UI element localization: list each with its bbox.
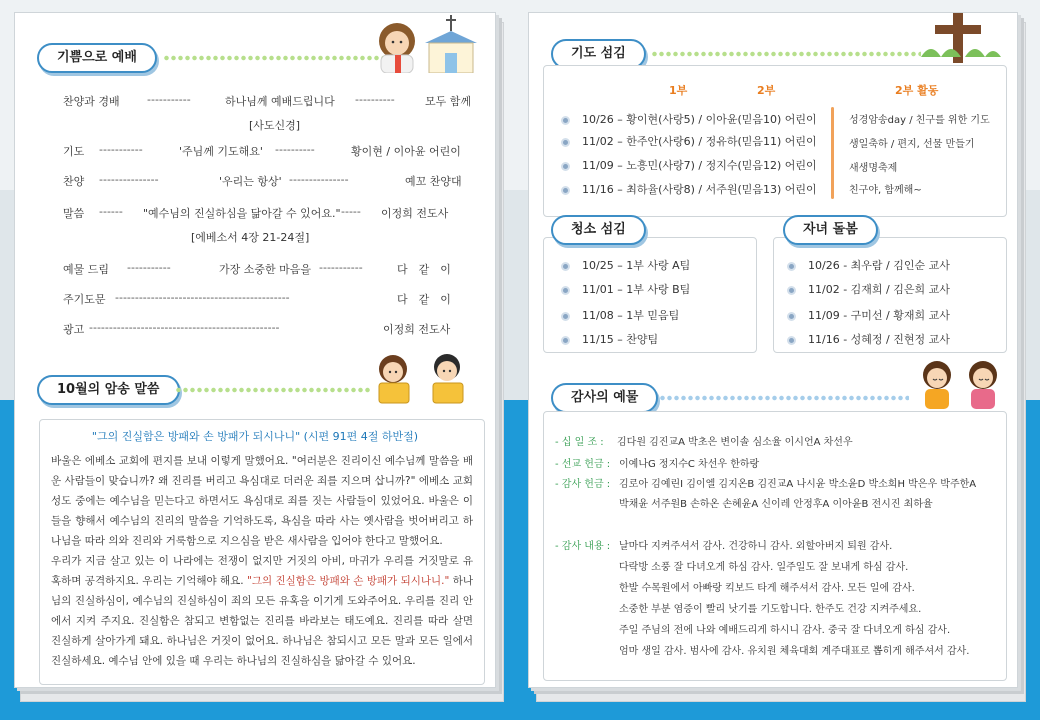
prayer-col-2: 2부: [757, 84, 776, 97]
order-row-praise: [63, 93, 471, 109]
activity-item: 성경암송day / 친구를 위한 기도: [849, 115, 990, 126]
cleaning-row: [561, 307, 679, 323]
activity-item: 친구야, 함께해~: [849, 185, 922, 196]
order-row-announcements: [63, 321, 471, 337]
cleaning-title: 청소 섬김: [551, 215, 646, 245]
parent-row: [787, 257, 950, 273]
order-dashes: ------: [99, 205, 123, 218]
verse-paragraph-2b: 하나님의 진실하심이, 예수님의 진실하심이 죄의 모든 유혹을 이기게 도와주어요. 우리를 진리 안에서 지켜 주지요. 진실함은 참되고 변함없는 진리를 바라보는 태도예요. 진리를 따라 살면 진실하게 살아가게 돼요. 하나님은 거짓이 없어요. 하나님은 참되시고 모든 말과 모든 일에서 진실하세요. 예수님 안에 있을 때 우리는 하나님의 진실하심을 닮아갈 수 있어요.: [51, 575, 473, 667]
order-dashes: ----------: [275, 143, 315, 156]
order-label: 주기도문: [63, 293, 106, 306]
prayer-row: [561, 111, 817, 127]
thanks-content: 주일 주님의 전에 나와 예배드리게 하시니 감사. 중국 잘 다녀오게 하심 감사.: [619, 625, 951, 636]
bullet-icon: [561, 116, 570, 125]
order-row-lords-prayer: [63, 291, 471, 307]
prayer-col-3: 2부 활동: [895, 84, 939, 97]
order-label: 찬양: [63, 175, 85, 188]
bullet-icon: [787, 262, 796, 271]
memory-verse-body: [51, 451, 473, 671]
thanks-content: 소중한 부분 염증이 빨리 낫기를 기도합니다. 한주도 건강 지켜주세요.: [619, 604, 922, 615]
memory-verse-title: 10월의 암송 말씀: [37, 375, 180, 405]
order-dashes: -----------: [319, 261, 363, 274]
parent-row-text: 11/16 - 성혜정 / 진현정 교사: [808, 333, 950, 346]
order-who: 이정희 전도사: [383, 323, 451, 336]
cleaning-row: [561, 257, 690, 273]
order-dashes: ---------------: [289, 173, 349, 186]
bullet-icon: [561, 286, 570, 295]
parent-title: 자녀 돌봄: [783, 215, 878, 245]
bullet-icon: [561, 336, 570, 345]
order-dashes: -----------: [147, 93, 191, 106]
creed-label: [사도신경]: [249, 119, 301, 132]
activity-item: 생일축하 / 편지, 선물 만들기: [849, 139, 975, 150]
parent-row-text: 11/09 - 구미선 / 황재희 교사: [808, 309, 950, 322]
thanks-content: 한발 수목원에서 아빠랑 킥보드 타게 해주셔서 감사. 모든 일에 감사.: [619, 583, 915, 594]
order-dashes: ------------------------------------------------: [89, 321, 280, 334]
jesus-church-illustration: [367, 13, 495, 73]
thanks-content: 날마다 지켜주셔서 감사. 건강하니 감사. 외할아버지 퇴원 감사.: [619, 541, 893, 552]
order-content: "예수님의 진실하심을 닮아갈 수 있어요.": [143, 207, 341, 220]
order-who: 예꼬 찬양대: [405, 175, 462, 188]
bullet-icon: [561, 138, 570, 147]
parent-row: [787, 307, 950, 323]
order-content: 가장 소중한 마음을: [219, 263, 312, 276]
thanks-content: 다락방 소풍 잘 다녀오게 하심 감사. 일주일도 잘 보내게 하심 감사.: [619, 562, 909, 573]
order-content: '우리는 항상': [219, 175, 282, 188]
bullet-icon: [787, 286, 796, 295]
mission-label: - 선교 헌금 :: [555, 459, 611, 470]
prayer-row-text: 11/02 – 한주안(사랑6) / 정유하(믿음11) 어린이: [582, 135, 817, 148]
order-label: 광고: [63, 323, 85, 336]
prayer-row-text: 11/09 – 노흥민(사랑7) / 정지수(믿음12) 어린이: [582, 159, 817, 172]
cleaning-row-text: 11/08 – 1부 믿음팀: [582, 309, 680, 322]
parent-row-text: 10/26 - 최우람 / 김인순 교사: [808, 259, 950, 272]
cleaning-row: [561, 281, 690, 297]
prayer-title: 기도 섬김: [551, 39, 646, 69]
praying-kids-illustration: [913, 353, 1009, 409]
order-dashes: ---------------: [99, 173, 159, 186]
order-row-offering: [63, 261, 471, 277]
right-page: [528, 12, 1018, 688]
verse-highlight: "그의 진실함은 방패와 손 방패가 되시나니.": [247, 575, 450, 587]
order-who: 이정희 전도사: [381, 207, 449, 220]
order-dashes: -----: [341, 205, 361, 218]
thanks-label: - 감사 헌금 :: [555, 479, 611, 490]
cleaning-row: [561, 331, 658, 347]
order-dashes: -----------: [127, 261, 171, 274]
prayer-row: [561, 181, 817, 197]
prayer-row: [561, 133, 817, 149]
prayer-col-1: 1부: [669, 84, 688, 97]
order-content: '주님께 기도해요': [179, 145, 263, 158]
verse-paragraph-1: 바울은 에베소 교회에 편지를 보내 이렇게 말했어요. "여러분은 진리이신 예수님께 말씀을 배운 사람들이 맞습니까? 왜 진리를 버리고 욕심대로 더러운 죄를 지으며 삽니까?" 에베소 교회 성도 중에는 예수님을 믿는다고 하면서도 욕심대로 죄를 짓는 사람들이 있었어요. 바울은 이들을 향해서 예수님의 진리의 말씀을 기억하도록, 욕심을 따라 사는 옛사람을 벗어버리고 하나님을 따라 의와 진리와 거룩함으로 지으심을 받은 새사람을 입어야 한다고 말했어요.: [51, 455, 473, 547]
order-row-prayer: [63, 143, 471, 159]
kids-reading-illustration: [367, 345, 483, 405]
tithe-names: 김다원 김진교A 박초은 변이솔 심소율 이시언A 차선우: [617, 437, 853, 448]
prayer-row-text: 10/26 – 황이현(사랑5) / 이아윤(믿음10) 어린이: [582, 113, 817, 126]
bullet-icon: [561, 262, 570, 271]
bullet-icon: [561, 186, 570, 195]
order-dashes: -----------: [99, 143, 143, 156]
bullet-icon: [561, 162, 570, 171]
order-row-hymn: [63, 173, 471, 189]
order-who: 황이현 / 이아윤 어린이: [351, 145, 461, 158]
order-who: 다 같 이: [397, 293, 451, 306]
thanks-names-2: 박채윤 서주원B 손하온 손혜윤A 신이레 안정후A 이아윤B 전시진 최하율: [619, 499, 933, 510]
content-label: - 감사 내용 :: [555, 541, 611, 552]
bullet-icon: [787, 312, 796, 321]
bullet-icon: [561, 312, 570, 321]
cross-icon: [921, 13, 1001, 63]
thanks-content: 엄마 생일 감사. 범사에 감사. 유치원 체육대회 계주대표로 뽑히게 해주셔서 감사.: [619, 646, 970, 657]
offering-dotted-divider: [659, 394, 909, 402]
cleaning-row-text: 11/01 – 1부 사랑 B팀: [582, 283, 691, 296]
order-dashes: --------------------------------------------: [115, 291, 290, 304]
order-label: 찬양과 경배: [63, 95, 120, 108]
prayer-row: [561, 157, 817, 173]
prayer-dotted-divider: [651, 50, 921, 58]
memory-verse-dotted-divider: [175, 386, 371, 394]
parent-row-text: 11/02 - 김재희 / 김은희 교사: [808, 283, 950, 296]
parent-row: [787, 281, 950, 297]
tithe-label: - 십 일 조 :: [555, 437, 604, 448]
worship-title: 기쁨으로 예배: [37, 43, 157, 73]
mission-names: 이예나G 정지수C 차선우 한하랑: [619, 459, 760, 470]
order-who: 모두 함께: [425, 95, 472, 108]
prayer-row-text: 11/16 – 최하율(사랑8) / 서주원(믿음13) 어린이: [582, 183, 817, 196]
order-dashes: ----------: [355, 93, 395, 106]
left-page: [14, 12, 496, 688]
order-who: 다 같 이: [397, 263, 451, 276]
cleaning-row-text: 11/15 – 찬양팀: [582, 333, 659, 346]
parent-row: [787, 331, 950, 347]
worship-dotted-divider: [163, 54, 393, 62]
memory-verse-text: "그의 진실함은 방패와 손 방패가 되시나니" (시편 91편 4절 하반절): [91, 430, 419, 443]
scripture-reference: [에베소서 4장 21-24절]: [191, 231, 310, 244]
order-label: 말씀: [63, 207, 85, 220]
offering-title: 감사의 예물: [551, 383, 658, 413]
activity-divider: [831, 107, 834, 199]
bullet-icon: [787, 336, 796, 345]
order-label: 예물 드림: [63, 263, 110, 276]
verse-paragraph-2a: 우리가 지금 살고 있는 이 나라에는 전쟁이 없지만 거짓의 아비, 마귀가 우리를 거짓말로 유혹하며 공격하지요. 우리는 기억해야 해요.: [51, 555, 473, 587]
order-label: 기도: [63, 145, 85, 158]
cleaning-row-text: 10/25 – 1부 사랑 A팀: [582, 259, 691, 272]
order-content: 하나님께 예배드립니다: [225, 95, 335, 108]
activity-item: 새생명축제: [849, 163, 898, 174]
order-row-sermon: [63, 205, 471, 221]
thanks-names-1: 김로아 김예린I 김이엘 김지온B 김진교A 나시윤 박소윤D 박소희H 박은우 박주한A: [619, 479, 977, 490]
